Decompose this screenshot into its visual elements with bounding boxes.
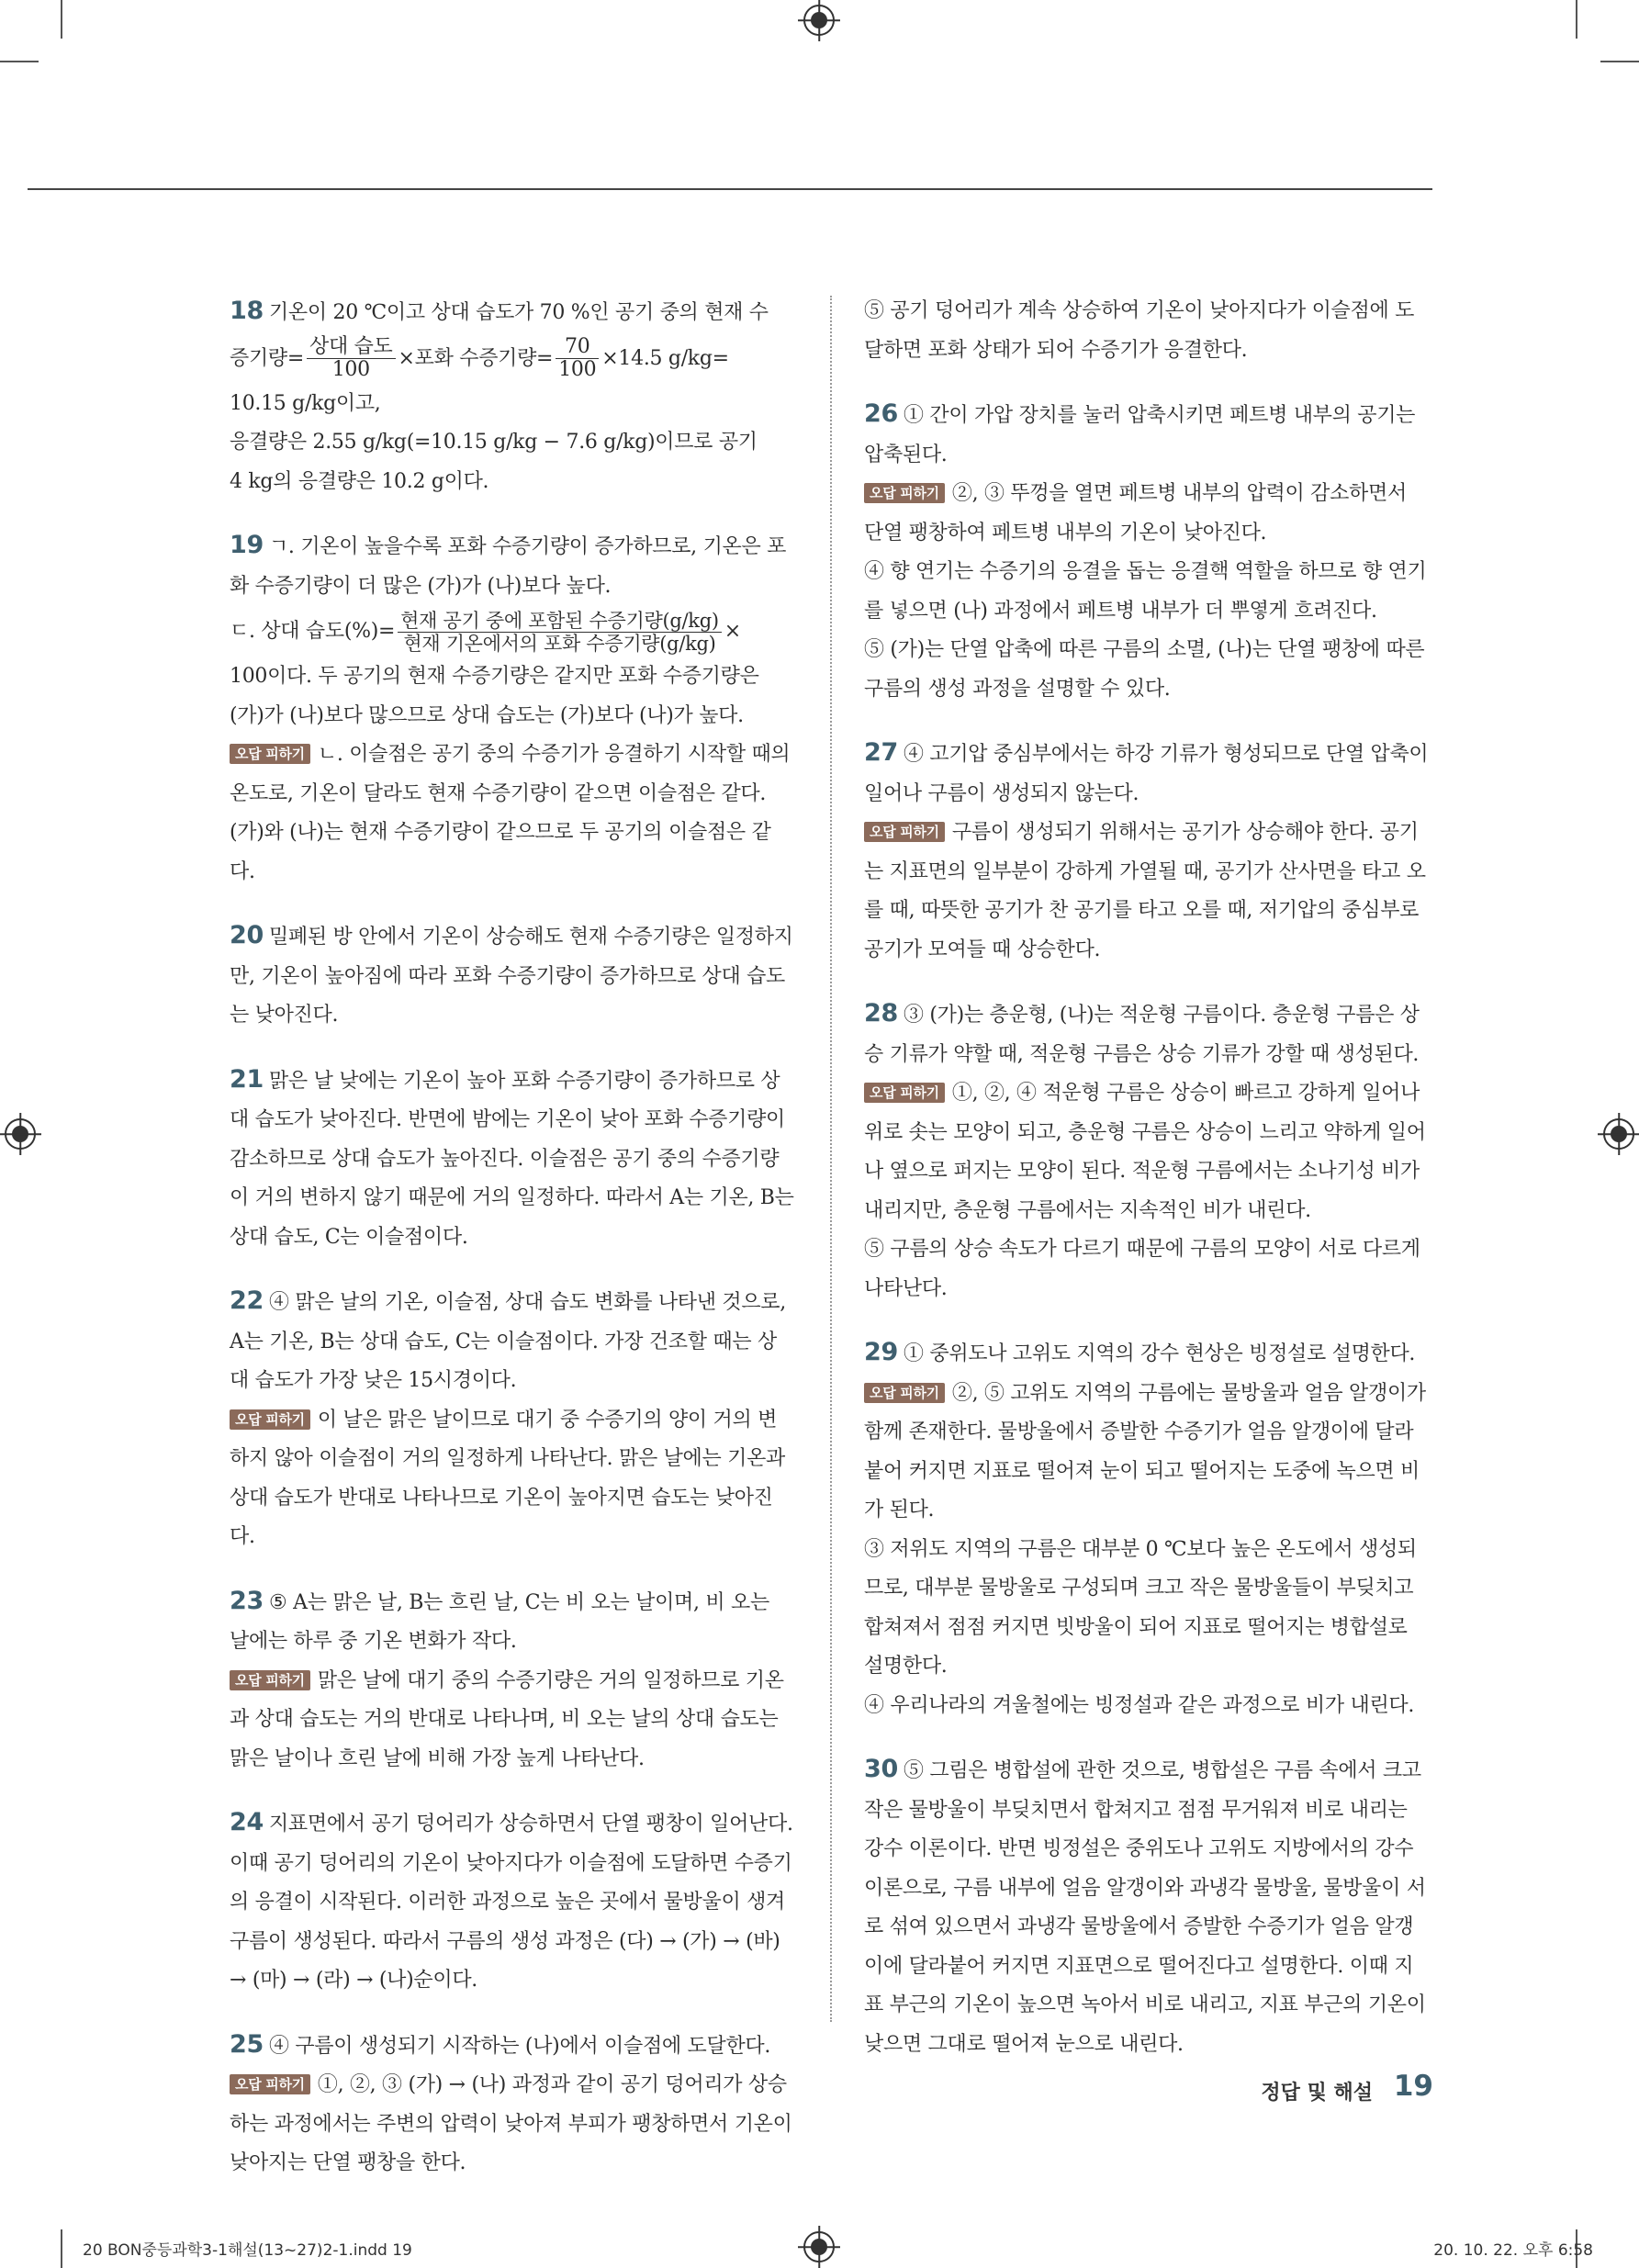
question-number: 24: [230, 1808, 264, 1836]
right-column: [864, 292, 1429, 2089]
wrong-answer-badge: 오답 피하기: [230, 744, 310, 764]
answer-24: 24 지표면에서 공기 덩어리가 상승하면서 단열 팽창이 일어난다. 이때 공기 덩어리의 기온이 낮아지다가 이슬점에 도달하면 수증기의 응결이 시작된다. 이러한 과정으로 높은 곳에서 물방울이 생겨 구름이 생성된다. 따라서 구름의 생성 과정은 (다) → (가) → (바) → (마) → (라) → (나)순이다.: [230, 1808, 793, 1992]
answer-29: 29 ① 중위도나 고위도 지역의 강수 현상은 빙정설로 설명한다. 오답 피하기 ②, ⑤ 고위도 지역의 구름에는 물방울과 얼음 알갱이가 함께 존재한다. 물방울에서 증발한 수증기가 얼음 알갱이에 달라붙어 커지면 지표로 떨어져 눈이 되고 떨어지는 도중에 녹으면 비가 된다. ③ 저위도 지역의 구름은 대부분 0 ℃보다 높은 온도에서 생성되므로, 대부분 물방울로 구성되며 크고 작은 물방울들이 부딪치고 합쳐져서 점점 커지면 빗방울이 되어 지표로 떨어지는 병합설로 설명한다. ④ 우리나라의 겨울철에는 빙정설과 같은 과정으로 비가 내린다.: [864, 1338, 1426, 1717]
page-number: 19: [1393, 2070, 1433, 2103]
crop-mark: [1576, 0, 1577, 39]
answer-20: 20 밀폐된 방 안에서 기온이 상승해도 현재 수증기량은 일정하지만, 기온이 높아짐에 따라 포화 수증기량이 증가하므로 상대 습도는 낮아진다.: [230, 921, 793, 1027]
answer-28: 28 ③ (가)는 층운형, (나)는 적운형 구름이다. 층운형 구름은 상승 기류가 약할 때, 적운형 구름은 상승 기류가 강할 때 생성된다. 오답 피하기 ①, ②, ④ 적운형 구름은 상승이 빠르고 강하게 일어나 위로 솟는 모양이 되고, 층운형 구름은 상승이 느리고 약하게 일어나 옆으로 퍼지는 모양이 된다. 적운형 구름에서는 소나기성 비가 내리지만, 층운형 구름에서는 지속적인 비가 내린다. ⑤ 구름의 상승 속도가 다르기 때문에 구름의 모양이 서로 다르게 나타난다.: [864, 999, 1426, 1300]
wrong-answer-badge: 오답 피하기: [864, 822, 945, 842]
registration-mark-icon: [803, 5, 835, 36]
answer-30: 30 ⑤ 그림은 병합설에 관한 것으로, 병합설은 구름 속에서 크고 작은 물방울이 부딪치면서 합쳐지고 점점 무거워져 비로 내리는 강수 이론이다. 반면 빙정설은 중위도나 고위도 지방에서의 강수 이론으로, 구름 내부에 얼음 알갱이와 과냉각 물방울, 물방울이 서로 섞여 있으면서 과냉각 물방울에서 증발한 수증기가 얼음 알갱이에 달라붙어 커지면 지표면으로 떨어진다고 설명한다. 이때 지표 부근의 기온이 높으면 녹아서 비로 내리고, 지표 부근의 기온이 낮으면 그대로 떨어져 눈으로 내린다.: [864, 1755, 1426, 2056]
fraction: $\frac{\text{상대 습도}}{100}$: [307, 336, 396, 381]
question-number: 28: [864, 999, 898, 1027]
wrong-answer-badge: 오답 피하기: [864, 1083, 945, 1103]
question-number: 25: [230, 2029, 264, 2059]
crop-mark: [61, 0, 62, 39]
crop-mark: [0, 61, 39, 62]
file-slug: 20 BON중등과학3-1해설(13~27)2-1.indd 19: [83, 2241, 412, 2260]
answer-26: 26 ① 간이 가압 장치를 눌러 압축시키면 페트병 내부의 공기는 압축된다. 오답 피하기 ②, ③ 뚜껑을 열면 페트병 내부의 압력이 감소하면서 단열 팽창하여 페트병 내부의 기온이 낮아진다. ④ 향 연기는 수증기의 응결을 돕는 응결핵 역할을 하므로 향 연기를 넣으면 (나) 과정에서 페트병 내부가 더 뿌옇게 흐려진다. ⑤ (가)는 단열 압축에 따른 구름의 소멸, (나)는 단열 팽창에 따른 구름의 생성 과정을 설명할 수 있다.: [864, 399, 1427, 701]
answer-25-continued: ⑤ 공기 덩어리가 계속 상승하여 기온이 낮아지다가 이슬점에 도달하면 포화 상태가 되어 수증기가 응결한다.: [864, 299, 1415, 362]
fraction: $\frac{\text{현재 공기 중에 포함된 수증기량(g/kg)}}{\text{현재 기온에서의 포화 수증기량(g/kg)}}$: [398, 610, 722, 655]
question-number: 29: [864, 1338, 898, 1366]
column-divider: [830, 296, 832, 2022]
question-number: 23: [230, 1586, 264, 1615]
section-label: 정답 및 해설: [1261, 2082, 1373, 2105]
answer-21: 21 맑은 날 낮에는 기온이 높아 포화 수증기량이 증가하므로 상대 습도가 낮아진다. 반면에 밤에는 기온이 낮아 포화 수증기량이 감소하므로 상대 습도가 높아진다. 이슬점은 공기 중의 수증기량이 거의 변하지 않기 때문에 거의 일정하다. 따라서 A는 기온, B는 상대 습도, C는 이슬점이다.: [230, 1064, 794, 1249]
crop-mark: [1600, 61, 1639, 62]
wrong-answer-badge: 오답 피하기: [230, 1409, 310, 1430]
registration-mark-icon: [1603, 1118, 1634, 1150]
registration-mark-icon: [5, 1118, 36, 1150]
fraction: $\frac{70}{100}$: [556, 336, 599, 381]
wrong-answer-badge: 오답 피하기: [864, 1383, 945, 1403]
header-rule: [28, 188, 1432, 190]
left-column: [230, 292, 794, 2208]
wrong-answer-badge: 오답 피하기: [230, 2074, 310, 2094]
crop-mark: [61, 2229, 62, 2268]
question-number: 22: [230, 1286, 264, 1315]
question-number: 18: [230, 297, 264, 325]
answer-27: 27 ④ 고기압 중심부에서는 하강 기류가 형성되므로 단열 압축이 일어나 구름이 생성되지 않는다. 오답 피하기 구름이 생성되기 위해서는 공기가 상승해야 한다. 공기는 지표면의 일부분이 강하게 가열될 때, 공기가 산사면을 타고 오를 때, 따뜻한 공기가 찬 공기를 타고 오를 때, 저기압의 중심부로 공기가 모여들 때 상승한다.: [864, 738, 1429, 961]
answer-19: 19 ㄱ. 기온이 높을수록 포화 수증기량이 증가하므로, 기온은 포화 수증기량이 더 많은 (가)가 (나)보다 높다. ㄷ. 상대 습도(%)= $\frac{\text{현재 공기 중에 포함된 수증기량(g/kg)}}{\text{현재 기온에서의 포화 수증기량(g/kg)}}$ × 100이다. 두 공기의 현재 수증기량은 같지만 포화 수증기량은 (가)가 (나)보다 많으므로 상대 습도는 (가)보다 (나)가 높다. 오답 피하기 ㄴ. 이슬점은 공기 중의 수증기가 응결하기 시작할 때의 온도로, 기온이 달라도 현재 수증기량이 같으면 이슬점은 같다. (가)와 (나)는 현재 수증기량이 같으므로 두 공기의 이슬점은 같다.: [230, 531, 791, 883]
answer-18: 18 기온이 20 ℃이고 상대 습도가 70 %인 공기 중의 현재 수 증기량= $\frac{\text{상대 습도}}{100}$ ×포화 수증기량= $\frac{70}{100}$ ×14.5 g/kg= 10.15 g/kg이고, 응결량은 2.55 g/kg(=10.15 g/kg − 7.6 g/kg)이므로 공기 4 kg의 응결량은 10.2 g이다.: [230, 297, 769, 493]
wrong-answer-badge: 오답 피하기: [864, 483, 945, 503]
question-number: 26: [864, 399, 898, 428]
answer-23: 23 ⑤ A는 맑은 날, B는 흐린 날, C는 비 오는 날이며, 비 오는 날에는 하루 중 기온 변화가 작다. 오답 피하기 맑은 날에 대기 중의 수증기량은 거의 일정하므로 기온과 상대 습도는 거의 반대로 나타나며, 비 오는 날의 상대 습도는 맑은 날이나 흐린 날에 비해 가장 높게 나타난다.: [230, 1586, 784, 1770]
question-number: 21: [230, 1064, 264, 1094]
registration-mark-icon: [803, 2231, 835, 2262]
question-number: 27: [864, 738, 898, 767]
answer-25: 25 ④ 구름이 생성되기 시작하는 (나)에서 이슬점에 도달한다. 오답 피하기 ①, ②, ③ (가) → (나) 과정과 같이 공기 덩어리가 상승하는 과정에서는 주변의 압력이 낮아져 부피가 팽창하면서 기온이 낮아지는 단열 팽창을 한다.: [230, 2029, 792, 2174]
question-number: 19: [230, 531, 264, 559]
question-number: 20: [230, 921, 264, 949]
print-timestamp: 20. 10. 22. 오후 6:58: [1433, 2241, 1593, 2260]
wrong-answer-badge: 오답 피하기: [230, 1670, 310, 1690]
question-number: 30: [864, 1755, 898, 1783]
answer-22: 22 ④ 맑은 날의 기온, 이슬점, 상대 습도 변화를 나타낸 것으로, A는 기온, B는 상대 습도, C는 이슬점이다. 가장 건조할 때는 상대 습도가 가장 낮은 15시경이다. 오답 피하기 이 날은 맑은 날이므로 대기 중 수증기의 양이 거의 변하지 않아 이슬점이 거의 일정하게 나타난다. 맑은 날에는 기온과 상대 습도가 반대로 나타나므로 기온이 높아지면 습도는 낮아진다.: [230, 1286, 786, 1548]
